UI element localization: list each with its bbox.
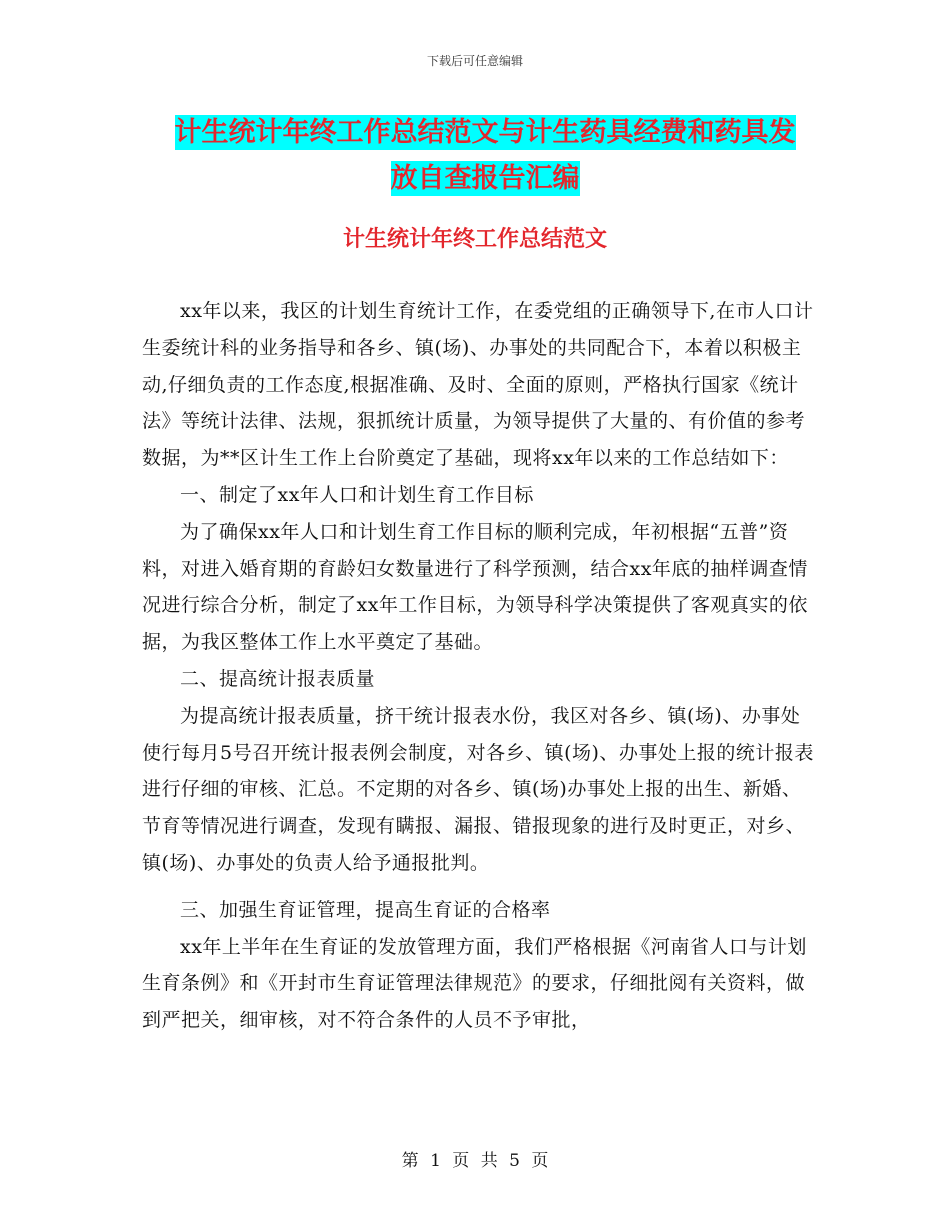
paragraph-4: xx年上半年在生育证的发放管理方面，我们严格根据《河南省人口与计划生育条例》和《开封市生育证管理法律规范》的要求，仔细批阅有关资料，做到严把关，细审核，对不符合条件的人员不予审批，: [142, 935, 807, 1032]
paragraph-intro: xx年以来，我区的计划生育统计工作，在委党组的正确领导下,在市人口计生委统计科的业务指导和各乡、镇(场)、办事处的共同配合下，本着以积极主动,仔细负责的工作态度,根据准确、及时、全面的原则，严格执行国家《统计法》等统计法律、法规，狠抓统计质量，为领导提供了大量的、有价值的参考数据，为**区计生工作上台阶奠定了基础，现将xx年以来的工作总结如下：: [142, 300, 814, 470]
document-body: [142, 293, 814, 1039]
document-title: [140, 110, 830, 202]
title-line-2: 放自查报告汇编: [390, 163, 580, 194]
paragraph-2: 为了确保xx年人口和计划生育工作目标的顺利完成，年初根据“五普”资料，对进入婚育期的育龄妇女数量进行了科学预测，结合xx年底的抽样调查情况进行综合分析，制定了xx年工作目标，为领导科学决策提供了客观真实的依据，为我区整体工作上水平奠定了基础。: [142, 520, 808, 654]
header-note: 下载后可任意编辑: [426, 54, 523, 68]
title-line-1: 计生统计年终工作总结范文与计生药具经费和药具发: [174, 117, 796, 148]
section-title: 计生统计年终工作总结范文: [342, 226, 607, 252]
page-number: 第 1 页 共 5 页: [401, 1151, 549, 1171]
paragraph-3: 为提高统计报表质量，挤干统计报表水份，我区对各乡、镇(场)、办事处使行每月5号召开统计报表例会制度，对各乡、镇(场)、办事处上报的统计报表进行仔细的审核、汇总。不定期的对各乡、镇(场)办事处上报的出生、新婚、节育等情况进行调查，发现有瞒报、漏报、错报现象的进行及时更正，对乡、镇(场)、办事处的负责人给予通报批判。: [142, 704, 814, 874]
heading-1: 一、制定了xx年人口和计划生育工作目标: [180, 483, 534, 506]
heading-2: 二、提高统计报表质量: [180, 667, 376, 690]
heading-3: 三、加强生育证管理，提高生育证的合格率: [180, 898, 551, 921]
